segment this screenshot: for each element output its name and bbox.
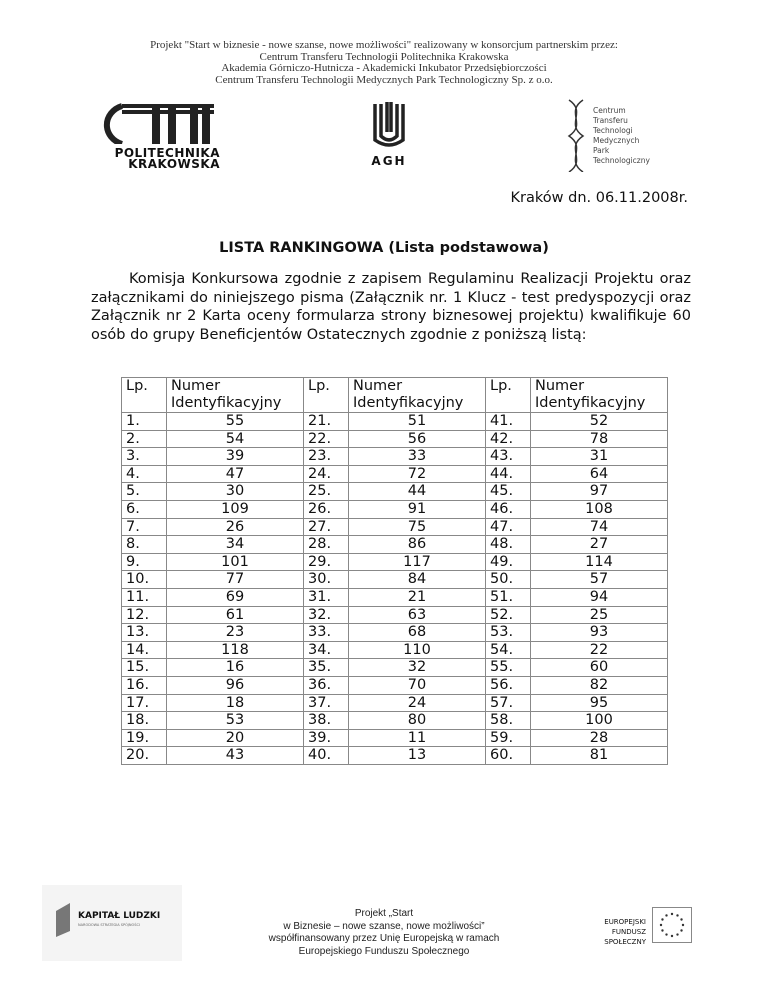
lp-cell: 40. (304, 747, 349, 765)
table-row (122, 747, 668, 765)
table-row (122, 729, 668, 747)
table-row (122, 588, 668, 606)
lp-cell: 58. (486, 712, 531, 730)
table-row (122, 624, 668, 642)
table-row (122, 518, 668, 536)
id-number-cell: 101 (167, 553, 304, 571)
lp-cell: 18. (122, 712, 167, 730)
table-row (122, 641, 668, 659)
star-icon (682, 924, 684, 926)
lp-cell: 13. (122, 624, 167, 642)
star-icon (680, 929, 682, 931)
table-row (122, 659, 668, 677)
id-number-cell: 34 (167, 536, 304, 554)
id-number-cell: 114 (531, 553, 668, 571)
id-number-cell: 39 (167, 448, 304, 466)
header-line: Centrum Transferu Technologii Politechnika Krakowska (259, 50, 509, 63)
id-number-cell: 26 (167, 518, 304, 536)
lp-cell: 45. (486, 483, 531, 501)
table-row (122, 694, 668, 712)
id-number-cell: 23 (167, 624, 304, 642)
star-icon (661, 918, 663, 920)
id-number-cell: 61 (167, 606, 304, 624)
ranking-table (121, 377, 668, 765)
lp-cell: 35. (304, 659, 349, 677)
lp-cell: 47. (486, 518, 531, 536)
footer-text: Projekt „Start w Biznesie – nowe szanse, nowe możliwości” współfinansowany przez Unię Europejską w ramach Europejskiego Funduszu Społecznego (268, 908, 500, 957)
kapital-ludzki-logo: KAPITAŁ LUDZKI NARODOWA STRATEGIA SPÓJNOŚCI (42, 885, 182, 961)
lp-cell: 46. (486, 500, 531, 518)
id-number-cell: 80 (349, 712, 486, 730)
id-number-cell: 16 (167, 659, 304, 677)
id-number-cell: 94 (531, 588, 668, 606)
column-header-lp: Lp. (304, 378, 349, 413)
id-number-cell: 56 (349, 430, 486, 448)
header-line: Projekt "Start w biznesie - nowe szanse, nowe możliwości" realizowany w konsorcjum partnerskim przez: (150, 39, 618, 51)
id-number-cell: 20 (167, 729, 304, 747)
id-number-cell: 32 (349, 659, 486, 677)
id-number-cell: 13 (349, 747, 486, 765)
id-number-cell: 109 (167, 500, 304, 518)
lp-cell: 3. (122, 448, 167, 466)
document-date: Kraków dn. 06.11.2008r. (510, 190, 688, 206)
lp-cell: 21. (304, 413, 349, 431)
column-header-lp: Lp. (122, 378, 167, 413)
lp-cell: 32. (304, 606, 349, 624)
lp-cell: 10. (122, 571, 167, 589)
star-icon (676, 914, 678, 916)
lp-cell: 55. (486, 659, 531, 677)
id-number-cell: 70 (349, 676, 486, 694)
id-number-cell: 51 (349, 413, 486, 431)
table-row (122, 500, 668, 518)
id-number-cell: 100 (531, 712, 668, 730)
table-row (122, 430, 668, 448)
column-header-number: Numer Identyfikacyjny (531, 378, 668, 413)
table-row (122, 448, 668, 466)
lp-cell: 9. (122, 553, 167, 571)
star-icon (661, 929, 663, 931)
id-number-cell: 72 (349, 465, 486, 483)
header-line: Akademia Górniczo-Hutnicza - Akademicki Inkubator Przedsiębiorczości (221, 62, 547, 75)
lp-cell: 37. (304, 694, 349, 712)
lp-cell: 33. (304, 624, 349, 642)
id-number-cell: 31 (531, 448, 668, 466)
star-icon (665, 914, 667, 916)
id-number-cell: 22 (531, 641, 668, 659)
id-number-cell: 118 (167, 641, 304, 659)
id-number-cell: 81 (531, 747, 668, 765)
table-row (122, 465, 668, 483)
table-row (122, 553, 668, 571)
id-number-cell: 95 (531, 694, 668, 712)
header-line: Centrum Transferu Technologii Medycznych Park Technologiczny Sp. z o.o. (215, 73, 553, 86)
table-row (122, 712, 668, 730)
lp-cell: 25. (304, 483, 349, 501)
lp-cell: 14. (122, 641, 167, 659)
lp-cell: 57. (486, 694, 531, 712)
lp-cell: 53. (486, 624, 531, 642)
id-number-cell: 77 (167, 571, 304, 589)
lp-cell: 60. (486, 747, 531, 765)
table-row (122, 606, 668, 624)
id-number-cell: 78 (531, 430, 668, 448)
lp-cell: 6. (122, 500, 167, 518)
column-header-lp: Lp. (486, 378, 531, 413)
lp-cell: 56. (486, 676, 531, 694)
id-number-cell: 55 (167, 413, 304, 431)
id-number-cell: 25 (531, 606, 668, 624)
column-header-number: Numer Identyfikacyjny (349, 378, 486, 413)
lp-cell: 50. (486, 571, 531, 589)
lp-cell: 1. (122, 413, 167, 431)
id-number-cell: 93 (531, 624, 668, 642)
id-number-cell: 69 (167, 588, 304, 606)
lp-cell: 42. (486, 430, 531, 448)
ctt-medical-logo: Centrum Transferu Technologi Medycznych Park Technologiczny (565, 98, 645, 174)
id-number-cell: 63 (349, 606, 486, 624)
id-number-cell: 30 (167, 483, 304, 501)
id-number-cell: 110 (349, 641, 486, 659)
lp-cell: 43. (486, 448, 531, 466)
id-number-cell: 68 (349, 624, 486, 642)
lp-cell: 7. (122, 518, 167, 536)
lp-cell: 36. (304, 676, 349, 694)
star-icon (680, 918, 682, 920)
eu-flag-icon (652, 907, 692, 943)
lp-cell: 48. (486, 536, 531, 554)
id-number-cell: 64 (531, 465, 668, 483)
id-number-cell: 74 (531, 518, 668, 536)
lp-cell: 23. (304, 448, 349, 466)
star-icon (676, 933, 678, 935)
lp-cell: 30. (304, 571, 349, 589)
table-row (122, 571, 668, 589)
id-number-cell: 82 (531, 676, 668, 694)
efs-logo: EUROPEJSKI FUNDUSZ SPOŁECZNY (572, 905, 712, 947)
lp-cell: 34. (304, 641, 349, 659)
lp-cell: 4. (122, 465, 167, 483)
lp-cell: 52. (486, 606, 531, 624)
table-row (122, 483, 668, 501)
lp-cell: 29. (304, 553, 349, 571)
id-number-cell: 86 (349, 536, 486, 554)
id-number-cell: 108 (531, 500, 668, 518)
star-icon (671, 913, 673, 915)
lp-cell: 16. (122, 676, 167, 694)
politechnika-krakowska-logo: POLITECHNIKA KRAKOWSKA (92, 100, 220, 168)
id-number-cell: 27 (531, 536, 668, 554)
id-number-cell: 44 (349, 483, 486, 501)
table-row (122, 413, 668, 431)
id-number-cell: 28 (531, 729, 668, 747)
id-number-cell: 91 (349, 500, 486, 518)
id-number-cell: 52 (531, 413, 668, 431)
lp-cell: 59. (486, 729, 531, 747)
lp-cell: 31. (304, 588, 349, 606)
lp-cell: 19. (122, 729, 167, 747)
lp-cell: 38. (304, 712, 349, 730)
id-number-cell: 117 (349, 553, 486, 571)
agh-logo: AGH (365, 100, 413, 170)
lp-cell: 11. (122, 588, 167, 606)
lp-cell: 5. (122, 483, 167, 501)
id-number-cell: 84 (349, 571, 486, 589)
star-icon (671, 935, 673, 937)
lp-cell: 54. (486, 641, 531, 659)
id-number-cell: 97 (531, 483, 668, 501)
id-number-cell: 60 (531, 659, 668, 677)
id-number-cell: 43 (167, 747, 304, 765)
star-icon (660, 924, 662, 926)
document-header (0, 40, 768, 86)
table-row (122, 536, 668, 554)
lp-cell: 51. (486, 588, 531, 606)
lp-cell: 15. (122, 659, 167, 677)
id-number-cell: 21 (349, 588, 486, 606)
table-row (122, 676, 668, 694)
lp-cell: 8. (122, 536, 167, 554)
id-number-cell: 75 (349, 518, 486, 536)
lp-cell: 44. (486, 465, 531, 483)
lp-cell: 17. (122, 694, 167, 712)
id-number-cell: 18 (167, 694, 304, 712)
lp-cell: 26. (304, 500, 349, 518)
lp-cell: 41. (486, 413, 531, 431)
lp-cell: 2. (122, 430, 167, 448)
id-number-cell: 11 (349, 729, 486, 747)
lp-cell: 12. (122, 606, 167, 624)
id-number-cell: 57 (531, 571, 668, 589)
star-icon (665, 933, 667, 935)
id-number-cell: 24 (349, 694, 486, 712)
id-number-cell: 96 (167, 676, 304, 694)
lp-cell: 27. (304, 518, 349, 536)
id-number-cell: 33 (349, 448, 486, 466)
id-number-cell: 47 (167, 465, 304, 483)
lp-cell: 28. (304, 536, 349, 554)
column-header-number: Numer Identyfikacyjny (167, 378, 304, 413)
id-number-cell: 54 (167, 430, 304, 448)
id-number-cell: 53 (167, 712, 304, 730)
lp-cell: 22. (304, 430, 349, 448)
lp-cell: 39. (304, 729, 349, 747)
lp-cell: 24. (304, 465, 349, 483)
table-header-row (122, 378, 668, 413)
lp-cell: 20. (122, 747, 167, 765)
lp-cell: 49. (486, 553, 531, 571)
document-title: LISTA RANKINGOWA (Lista podstawowa) (219, 240, 549, 256)
body-paragraph: Komisja Konkursowa zgodnie z zapisem Regulaminu Realizacji Projektu oraz załącznikami do niniejszego pisma (Załącznik nr. 1 Klucz - test predyspozycji oraz Załącznik nr 2 Karta oceny formularza strony biznesowej projektu) kwalifikuje 60 osób do grupy Beneficjentów Ostatecznych zgodnie z poniższą listą: (91, 271, 691, 343)
